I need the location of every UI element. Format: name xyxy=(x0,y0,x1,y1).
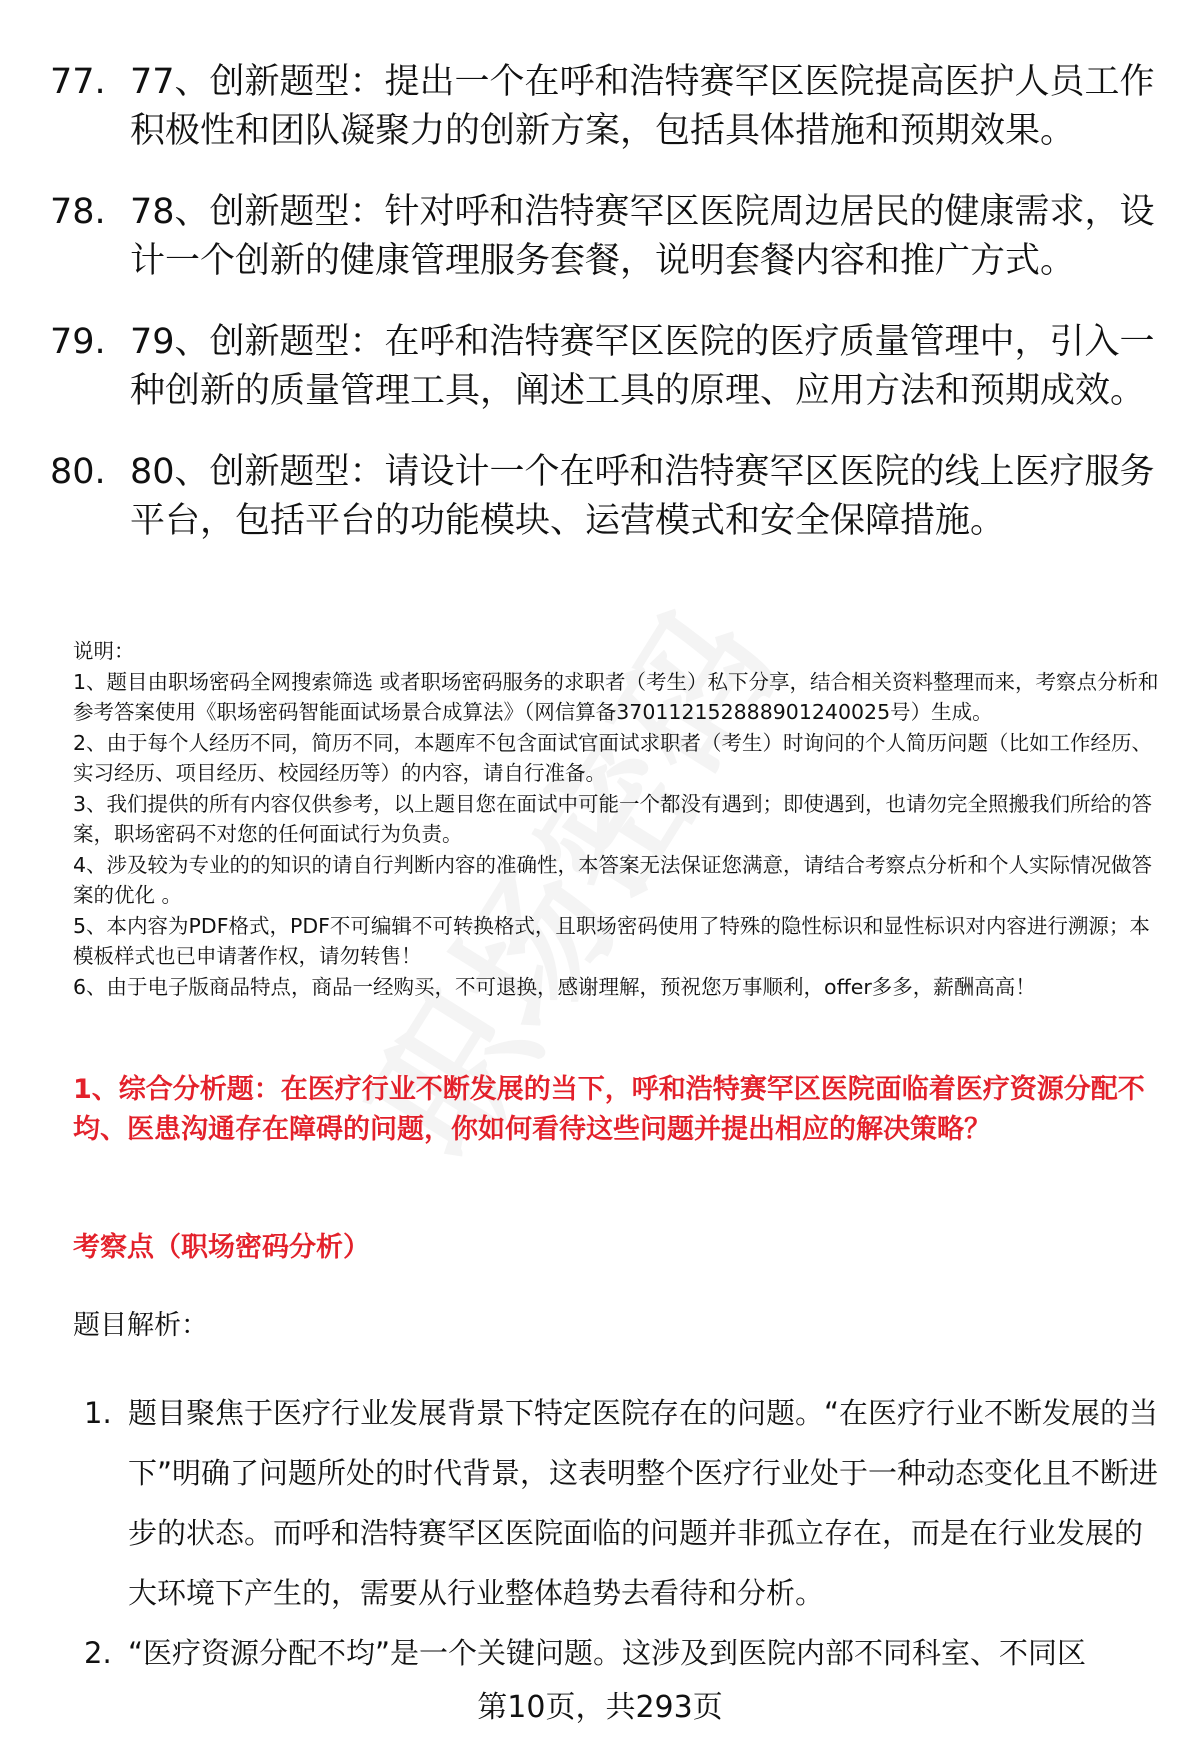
note-item: 6、由于电子版商品特点，商品一经购买，不可退换，感谢理解，预祝您万事顺利，offer多多，薪酬高高！ xyxy=(73,974,1036,999)
note-item: 2、由于每个人经历不同，简历不同，本题库不包含面试官面试求职者（考生）时询问的个人简历问题（比如工作经历、实习经历、项目经历、校园经历等）的内容，请自行准备。 xyxy=(73,730,1153,785)
analysis-item xyxy=(84,1623,1164,1683)
main-question: 1、综合分析题：在医疗行业不断发展的当下，呼和浩特赛罕区医院面临着医疗资源分配不均、医患沟通存在障碍的问题，你如何看待这些问题并提出相应的解决策略？ xyxy=(73,1074,1145,1145)
question-text: 77、创新题型：提出一个在呼和浩特赛罕区医院提高医护人员工作积极性和团队凝聚力的创新方案，包括具体措施和预期效果。 xyxy=(130,62,1155,151)
notes-title: 说明： xyxy=(73,639,135,663)
notes-section xyxy=(73,636,1163,1002)
question-item xyxy=(50,318,1160,416)
analysis-heading: 题目解析： xyxy=(73,1310,208,1341)
question-number: 77. xyxy=(50,62,106,102)
note-item: 1、题目由职场密码全网搜索筛选 或者职场密码服务的求职者（考生）私下分享，结合相关资料整理而来，考察点分析和参考答案使用《职场密码智能面试场景合成算法》（网信算备370112152888901240025号）生成。 xyxy=(73,669,1159,724)
exam-point-heading: 考察点（职场密码分析） xyxy=(73,1232,370,1263)
question-text: 78、创新题型：针对呼和浩特赛罕区医院周边居民的健康需求，设计一个创新的健康管理服务套餐，说明套餐内容和推广方式。 xyxy=(130,192,1155,281)
analysis-number: 1. xyxy=(84,1396,112,1430)
question-item xyxy=(50,58,1160,156)
page-footer: 第10页，共293页 xyxy=(477,1690,723,1725)
analysis-text: “医疗资源分配不均”是一个关键问题。这涉及到医院内部不同科室、不同区 xyxy=(128,1636,1087,1670)
question-item xyxy=(50,188,1160,286)
analysis-number: 2. xyxy=(84,1636,112,1670)
analysis-list xyxy=(84,1383,1164,1683)
question-number: 80. xyxy=(50,452,106,492)
note-item: 4、涉及较为专业的的知识的请自行判断内容的准确性，本答案无法保证您满意，请结合考察点分析和个人实际情况做答案的优化 。 xyxy=(73,852,1153,907)
analysis-text: 题目聚焦于医疗行业发展背景下特定医院存在的问题。“在医疗行业不断发展的当下”明确了问题所处的时代背景，这表明整个医疗行业处于一种动态变化且不断进步的状态。而呼和浩特赛罕区医院面临的问题并非孤立存在，而是在行业发展的大环境下产生的，需要从行业整体趋势去看待和分析。 xyxy=(128,1396,1159,1610)
question-list xyxy=(50,58,1160,578)
analysis-item xyxy=(84,1383,1164,1623)
question-number: 78. xyxy=(50,192,106,232)
question-text: 79、创新题型：在呼和浩特赛罕区医院的医疗质量管理中，引入一种创新的质量管理工具，阐述工具的原理、应用方法和预期成效。 xyxy=(130,322,1155,411)
question-item xyxy=(50,448,1160,546)
note-item: 5、本内容为PDF格式，PDF不可编辑不可转换格式，且职场密码使用了特殊的隐性标识和显性标识对内容进行溯源；本模板样式也已申请著作权，请勿转售！ xyxy=(73,913,1150,968)
question-number: 79. xyxy=(50,322,106,362)
question-text: 80、创新题型：请设计一个在呼和浩特赛罕区医院的线上医疗服务平台，包括平台的功能模块、运营模式和安全保障措施。 xyxy=(130,452,1155,541)
note-item: 3、我们提供的所有内容仅供参考，以上题目您在面试中可能一个都没有遇到；即使遇到，也请勿完全照搬我们所给的答案，职场密码不对您的任何面试行为负责。 xyxy=(73,791,1153,846)
